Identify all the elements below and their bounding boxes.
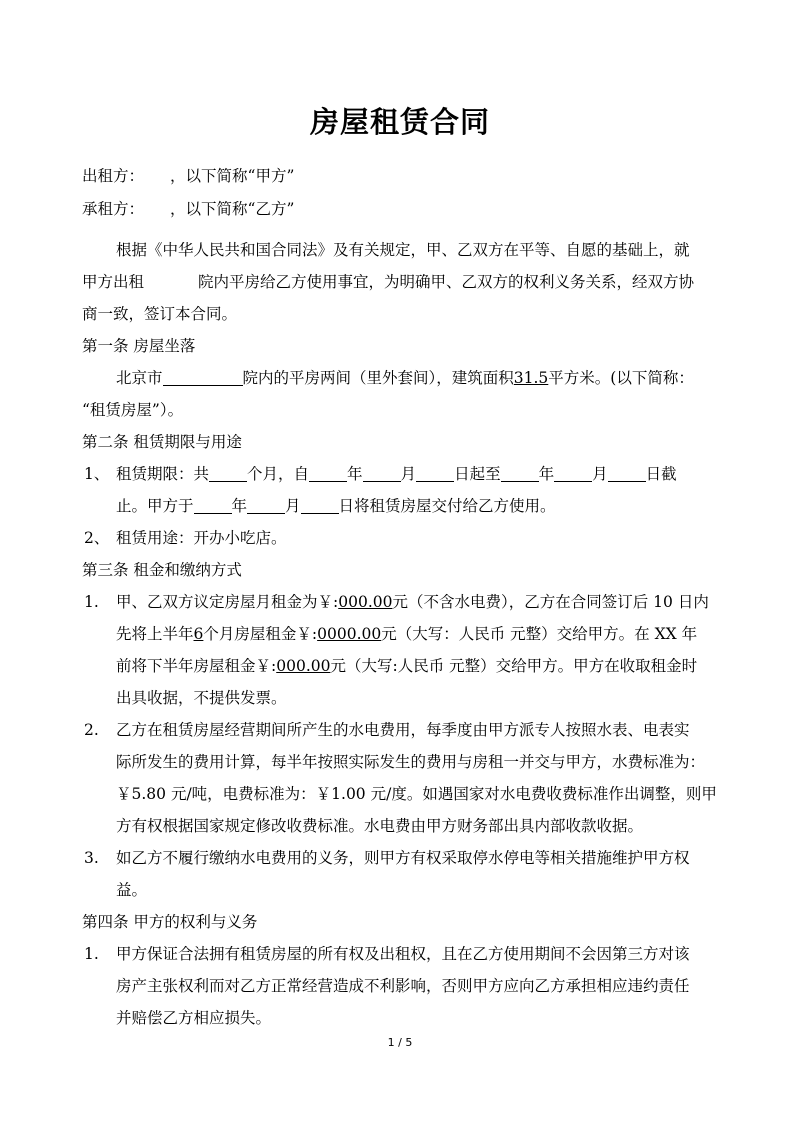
article-4-item-1-line-1: 甲方保证合法拥有租赁房屋的所有权及出租权，且在乙方使用期间不会因第三方对该 xyxy=(116,945,690,963)
article-3-item-1-line-2: 先将上半年6个月房屋租金￥:0000.00元（大写：人民币 元整）交给甲方。在 XX 年 xyxy=(116,625,698,643)
intro-line-3: 商一致，签订本合同。 xyxy=(82,305,238,323)
area-value: 31.5 xyxy=(513,369,549,387)
intro-line-1: 根据《中华人民共和国合同法》及有关规定，甲、乙双方在平等、自愿的基础上，就 xyxy=(116,241,690,259)
article-4-heading: 第四条 甲方的权利与义务 xyxy=(82,913,258,931)
list-number: 2. xyxy=(84,721,99,739)
article-2-item-2: 租赁用途：开办小吃店。 xyxy=(116,529,287,547)
list-number: 2、 xyxy=(84,529,110,547)
page-number: 1 / 5 xyxy=(387,1036,413,1049)
intro-line-2: 甲方出租 院内平房给乙方使用事宜，为明确甲、乙双方的权利义务关系，经双方协 xyxy=(82,273,695,291)
article-3-item-1-line-3: 前将下半年房屋租金￥:000.00元（大写:人民币 元整）交给甲方。甲方在收取租金时 xyxy=(116,657,698,675)
article-2-heading: 第二条 租赁期限与用途 xyxy=(82,433,242,451)
list-number: 1、 xyxy=(84,465,110,483)
article-3-item-1-line-1: 甲、乙双方议定房屋月租金为￥:000.00元（不含水电费），乙方在合同签订后 10 日内 xyxy=(116,593,709,611)
article-3-item-3-line-2: 益。 xyxy=(116,881,148,899)
article-3-item-2-line-2: 际所发生的费用计算，每半年按照实际发生的费用与房租一并交与甲方，水费标准为： xyxy=(116,753,706,771)
article-3-item-2-line-1: 乙方在租赁房屋经营期间所产生的水电费用，每季度由甲方派专人按照水表、电表实 xyxy=(116,721,690,739)
article-1-line-2: “租赁房屋”）。 xyxy=(82,401,184,419)
article-3-item-2-line-4: 方有权根据国家规定修改收费标准。水电费由甲方财务部出具内部收款收据。 xyxy=(116,817,644,835)
list-number: 1. xyxy=(84,593,99,611)
article-2-item-1-line-1: 租赁期限：共 个月，自 年 月 日起至 年 月 日截 xyxy=(116,465,677,483)
article-3-item-2-line-3: ￥5.80 元/吨，电费标准为：￥1.00 元/度。如遇国家对水电费收费标准作出调整，则甲 xyxy=(116,785,717,803)
article-3-item-3-line-1: 如乙方不履行缴纳水电费用的义务，则甲方有权采取停水停电等相关措施维护甲方权 xyxy=(116,849,690,867)
article-4-item-1-line-2: 房产主张权利而对乙方正常经营造成不利影响，否则甲方应向乙方承担相应违约责任 xyxy=(116,977,690,995)
lessee-line: 承租方： ，以下简称“乙方” xyxy=(82,200,295,218)
lessor-line: 出租方： ，以下简称“甲方” xyxy=(82,167,295,185)
article-1-line-1: 北京市 院内的平房两间（里外套间），建筑面积31.5平方米。(以下简称： xyxy=(116,369,694,387)
list-number: 1. xyxy=(84,945,99,963)
document-title: 房屋租赁合同 xyxy=(309,105,490,139)
article-3-heading: 第三条 租金和缴纳方式 xyxy=(82,561,242,579)
article-1-heading: 第一条 房屋坐落 xyxy=(82,337,196,355)
article-3-item-1-line-4: 出具收据，不提供发票。 xyxy=(116,689,287,707)
list-number: 3. xyxy=(84,849,99,867)
article-4-item-1-line-3: 并赔偿乙方相应损失。 xyxy=(116,1009,272,1027)
address-blank xyxy=(163,369,243,386)
article-2-item-1-line-2: 止。甲方于 年 月 日将租赁房屋交付给乙方使用。 xyxy=(116,497,556,515)
